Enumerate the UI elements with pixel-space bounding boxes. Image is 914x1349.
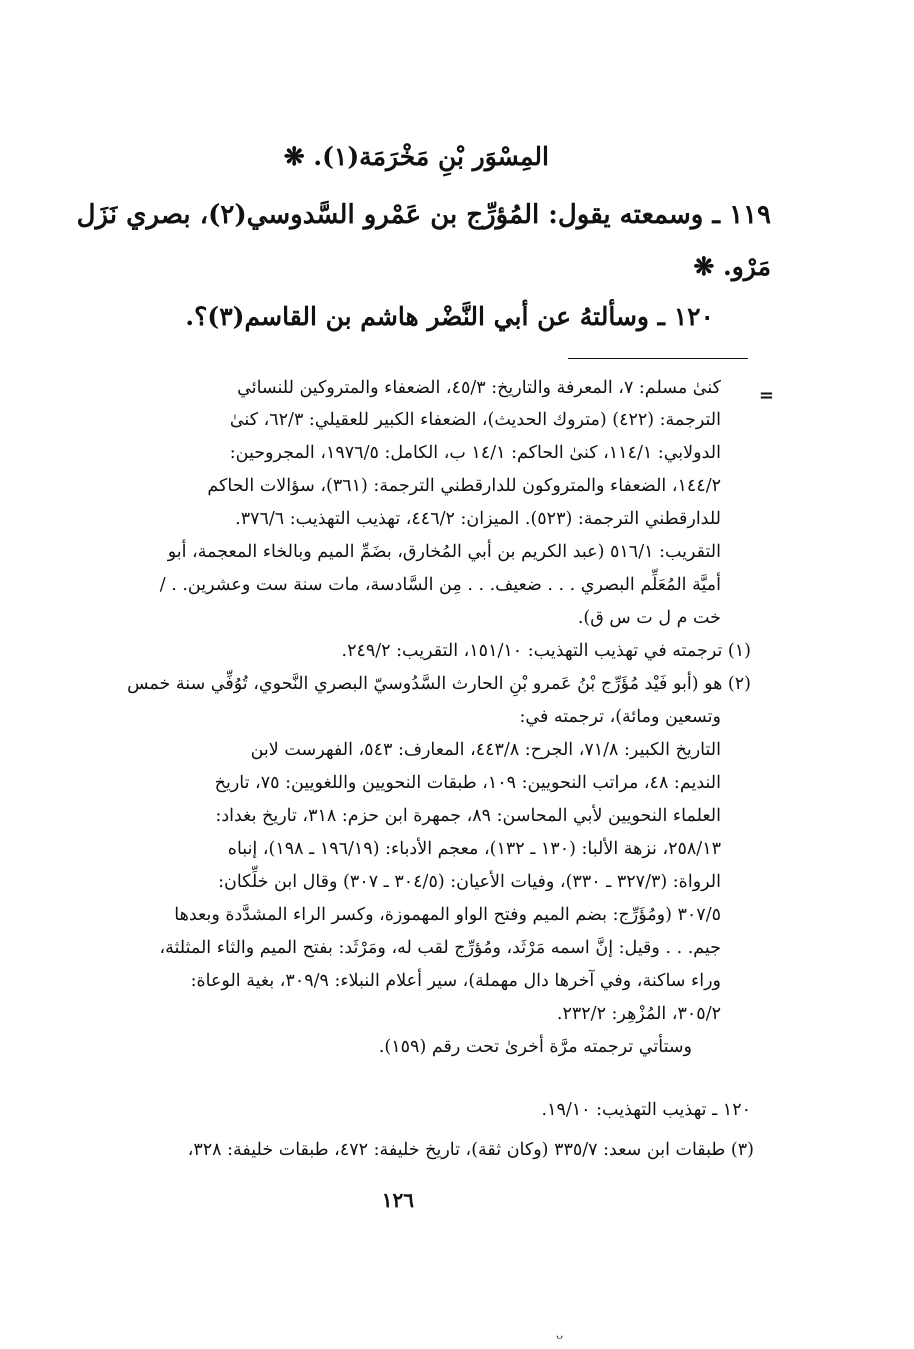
page-number: ١٢٦ — [381, 1188, 414, 1212]
footnote-line: (٢) هو (أبو فَيْد مُؤَرِّج بْنُ عَمرو بْنِ الحارث السَّدُوسيّ البصري النَّحوي، تُوُفِّي سنة خمس — [127, 674, 751, 694]
scan-mark: ᴗ — [556, 1328, 564, 1342]
main-line-3: مَرْو. ❋ — [693, 252, 771, 281]
note-120: ١٢٠ ـ تهذيب التهذيب: ١٩/١٠. — [541, 1100, 751, 1120]
footnote-line: التقريب: ٥١٦/١ (عبد الكريم بن أبي المُخارق، بضَمِّ الميم وبالخاء المعجمة، أبو — [167, 542, 721, 562]
footnote-line: جيم. . . وقيل: إنَّ اسمه مَرْثَد، ومُؤرِّج لقب له، ومَرْثَد: بفتح الميم والثاء المثلثة، — [159, 938, 721, 958]
footnote-line: ١٤٤/٢، الضعفاء والمتروكون للدارقطني الترجمة: (٣٦١)، سؤالات الحاكم — [207, 476, 721, 496]
footnote-line: العلماء النحويين لأبي المحاسن: ٨٩، جمهرة ابن حزم: ٣١٨، تاريخ بغداد: — [215, 806, 721, 826]
footnote-line: وراء ساكنة، وفي آخرها دال مهملة)، سير أعلام النبلاء: ٣٠٩/٩، بغية الوعاة: — [190, 971, 721, 991]
footnote-line: وتسعين ومائة)، ترجمته في: — [519, 707, 721, 727]
continuation-mark: = — [758, 385, 774, 406]
footnote-line: ٢٥٨/١٣، نزهة الألبا: (١٣٠ ـ ١٣٢)، معجم الأدباء: (١٩٦/١٩ ـ ١٩٨)، إنباه — [227, 839, 721, 859]
main-line-1: المِسْوَر بْنِ مَخْرَمَة(١). ❋ — [283, 142, 549, 171]
main-line-4: ١٢٠ ـ وسألتهُ عن أبي النَّضْر هاشم بن القاسم(٣)؟. — [185, 302, 714, 331]
footnote-line: التاريخ الكبير: ٧١/٨، الجرح: ٤٤٣/٨، المعارف: ٥٤٣، الفهرست لابن — [250, 740, 721, 760]
footnote-line: خت م ل ت س ق). — [577, 608, 721, 628]
footnote-line: الترجمة: (٤٢٢) (متروك الحديث)، الضعفاء الكبير للعقيلي: ٦٢/٣، كنىٰ — [229, 410, 721, 430]
footnote-separator — [568, 358, 748, 359]
footnote-line: وستأتي ترجمته مرَّة أخرىٰ تحت رقم (١٥٩). — [378, 1037, 692, 1057]
footnote-3: (٣) طبقات ابن سعد: ٣٣٥/٧ (وكان ثقة)، تاريخ خليفة: ٤٧٢، طبقات خليفة: ٣٢٨، — [187, 1140, 754, 1160]
footnote-line: ٣٠٧/٥ (ومُؤَرِّج: بضم الميم وفتح الواو المهموزة، وكسر الراء المشدَّدة وبعدها — [174, 905, 721, 925]
footnote-line: الرواة: (٣٢٧/٣ ـ ٣٣٠)، وفيات الأعيان: (٣٠٤/٥ ـ ٣٠٧) وقال ابن خلِّكان: — [218, 872, 721, 892]
footnote-1: (١) ترجمته في تهذيب التهذيب: ١٥١/١٠، التقريب: ٢٤٩/٢. — [341, 641, 751, 661]
footnote-line: كنىٰ مسلم: ٧، المعرفة والتاريخ: ٤٥/٣، الضعفاء والمتروكين للنسائي — [237, 378, 721, 398]
footnote-line: الدولابي: ١١٤/١، كنىٰ الحاكم: ١٤/١ ب، الكامل: ١٩٧٦/٥، المجروحين: — [229, 443, 721, 463]
main-line-2: ١١٩ ـ وسمعته يقول: المُؤرِّج بن عَمْرو السَّدوسي(٢)، بصري نَزَل — [76, 200, 771, 230]
footnote-line: ٣٠٥/٢، المُزْهِر: ٢٣٢/٢. — [556, 1004, 721, 1024]
footnote-line: النديم: ٤٨، مراتب النحويين: ١٠٩، طبقات النحويين واللغويين: ٧٥، تاريخ — [214, 773, 721, 793]
footnote-line: أميَّة المُعَلِّم البصري . . . ضعيف. . . مِن السَّادسة، مات سنة ست وعشرين. . / — [159, 575, 721, 595]
footnote-line: للدارقطني الترجمة: (٥٢٣). الميزان: ٤٤٦/٢، تهذيب التهذيب: ٣٧٦/٦. — [235, 509, 721, 529]
